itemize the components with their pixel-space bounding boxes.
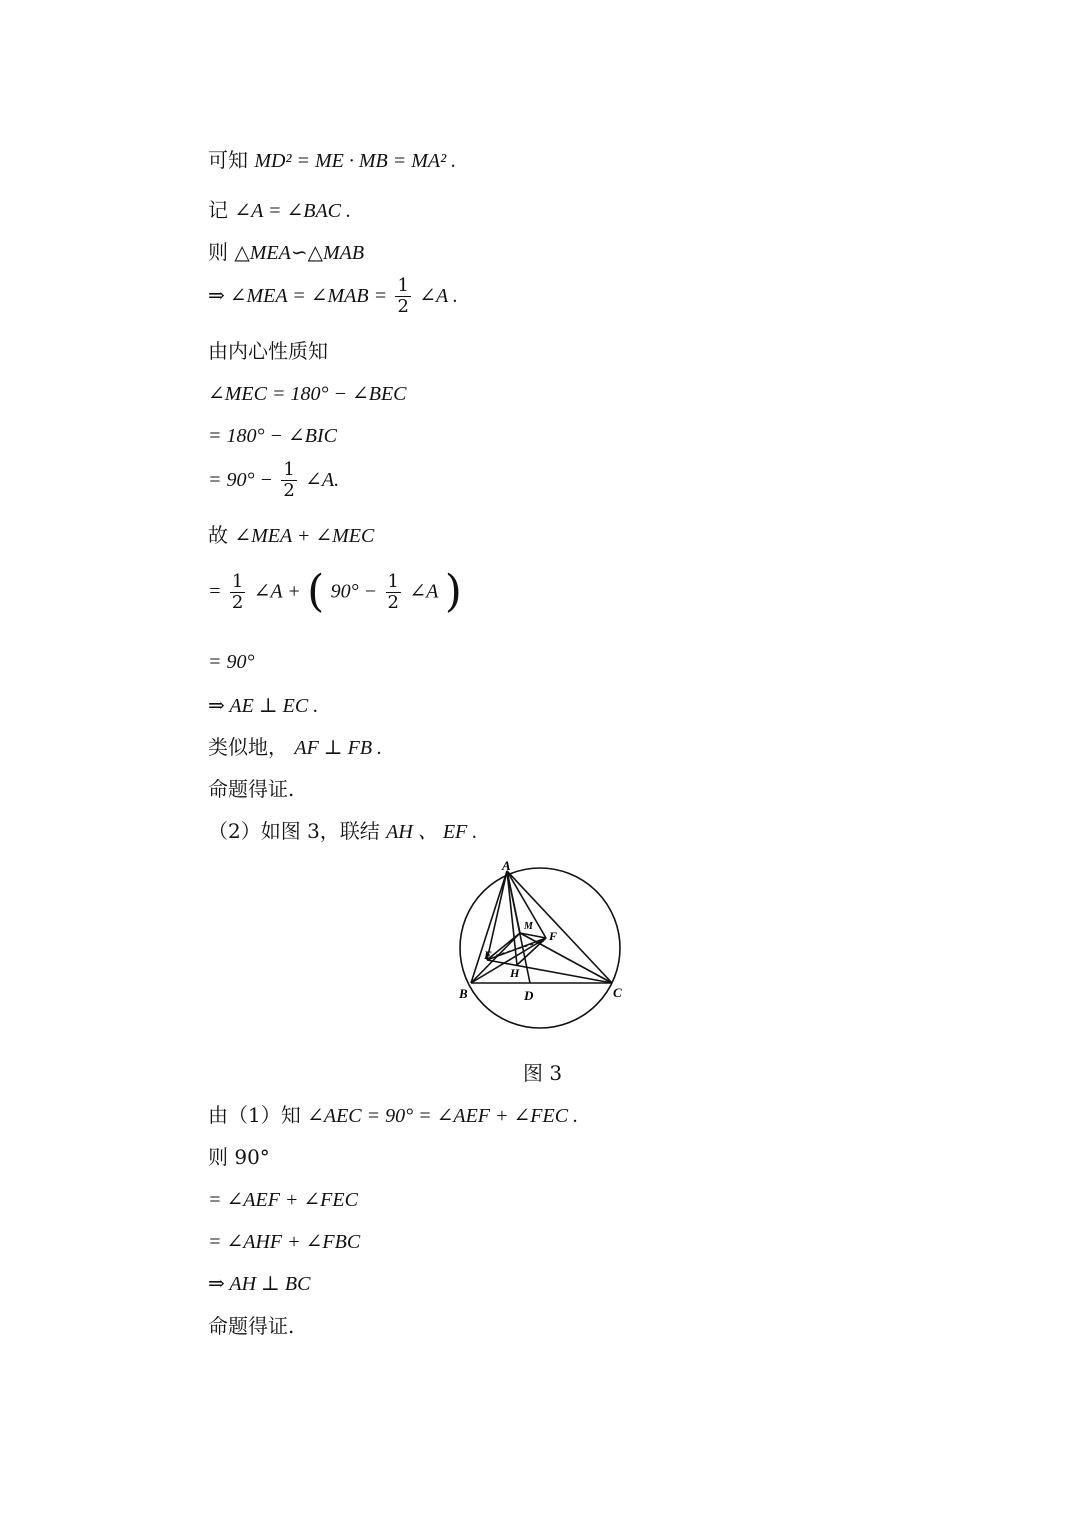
line-md-squared: [208, 147, 456, 174]
denominator: 2: [283, 480, 295, 501]
segment-cm: [520, 933, 612, 983]
math: AF ⊥ FB .: [294, 737, 383, 759]
label-e: E: [484, 948, 493, 962]
math: = ∠AHF + ∠FBC: [208, 1231, 361, 1253]
line-angle-mec: [208, 380, 407, 407]
label-f: F: [549, 929, 558, 943]
label-d: D: [524, 988, 534, 1003]
math: ∠A: [409, 580, 439, 603]
math: ⇒ AH ⊥ BC: [208, 1273, 311, 1295]
text: 则 90°: [208, 1145, 270, 1169]
numerator: 1: [283, 459, 295, 480]
line-sum-expansion: [208, 566, 462, 617]
text: 由内心性质知: [208, 339, 328, 363]
label-a: A: [502, 858, 511, 873]
line-af-perp-fb: [208, 734, 382, 761]
text: 命题得证.: [208, 1314, 295, 1338]
label-h: H: [510, 966, 520, 980]
math: ∠A = ∠BAC .: [234, 200, 351, 222]
label-b: B: [459, 986, 468, 1001]
line-proposition-proved-2: [208, 1313, 294, 1339]
line-from-part-one: [208, 1102, 578, 1129]
denominator: 2: [387, 591, 399, 613]
line-ahf-fbc: [208, 1228, 360, 1255]
text: 故: [208, 523, 228, 547]
math: 90° −: [330, 580, 378, 603]
math: = 90°: [208, 651, 255, 673]
line-define-angle-a: [208, 197, 351, 224]
math: = 90° −: [208, 469, 273, 491]
line-ninety-minus-half-a: [208, 460, 339, 501]
denominator: 2: [231, 591, 244, 613]
text: 由（1）知: [208, 1103, 301, 1127]
line-aef-fec: [208, 1186, 358, 1213]
line-ae-perp-ec: [208, 692, 318, 719]
text: 可知: [208, 148, 248, 172]
fraction: [386, 572, 401, 613]
label-c: C: [613, 985, 622, 1000]
math: ∠A .: [419, 285, 458, 307]
math: MD² = ME · MB = MA² .: [254, 150, 457, 172]
numerator: 1: [397, 275, 409, 296]
segment-ab: [471, 871, 507, 983]
text: 类似地，: [208, 735, 288, 759]
math: =: [208, 580, 222, 603]
math: ∠A.: [305, 469, 340, 491]
line-equals-ninety: [208, 648, 255, 675]
line-ah-perp-bc: [208, 1270, 310, 1297]
math: = 180° − ∠BIC: [208, 425, 337, 447]
line-then-ninety: [208, 1144, 270, 1170]
paren-close: ): [444, 566, 462, 617]
fraction: [230, 572, 245, 613]
line-proposition-proved-1: [208, 776, 294, 802]
line-angle-mea: [208, 276, 458, 317]
math: ∠AEC = 90° = ∠AEF + ∠FEC .: [307, 1105, 579, 1127]
math: ∠MEA + ∠MEC: [234, 525, 375, 547]
math: ⇒ ∠MEA = ∠MAB =: [208, 285, 388, 307]
fraction: [395, 276, 410, 317]
fraction: [281, 460, 296, 501]
text: （2）如图 3，联结: [208, 819, 380, 843]
figure-caption: 图 3: [523, 1061, 563, 1085]
segment-am: [507, 871, 520, 933]
math: AH 、 EF .: [386, 821, 478, 843]
math: ∠MEC = 180° − ∠BEC: [208, 383, 407, 405]
text: 记: [208, 198, 228, 222]
line-therefore-sum: [208, 522, 374, 549]
numerator: 1: [231, 570, 244, 592]
line-similar-triangles: [208, 239, 364, 266]
math: ⇒ AE ⊥ EC .: [208, 695, 319, 717]
numerator: 1: [387, 570, 399, 592]
line-angle-bic: [208, 422, 337, 449]
math: = ∠AEF + ∠FEC: [208, 1189, 358, 1211]
line-part-two: [208, 818, 477, 845]
math: △MEA∽△MAB: [234, 242, 365, 264]
paren-open: (: [307, 566, 325, 617]
text: 命题得证.: [208, 777, 295, 801]
label-m: M: [524, 921, 533, 932]
text: 则: [208, 240, 228, 264]
line-incenter-property: [208, 338, 328, 364]
denominator: 2: [397, 296, 409, 317]
math: ∠A +: [253, 580, 301, 603]
geometry-figure-3: [450, 858, 630, 1033]
